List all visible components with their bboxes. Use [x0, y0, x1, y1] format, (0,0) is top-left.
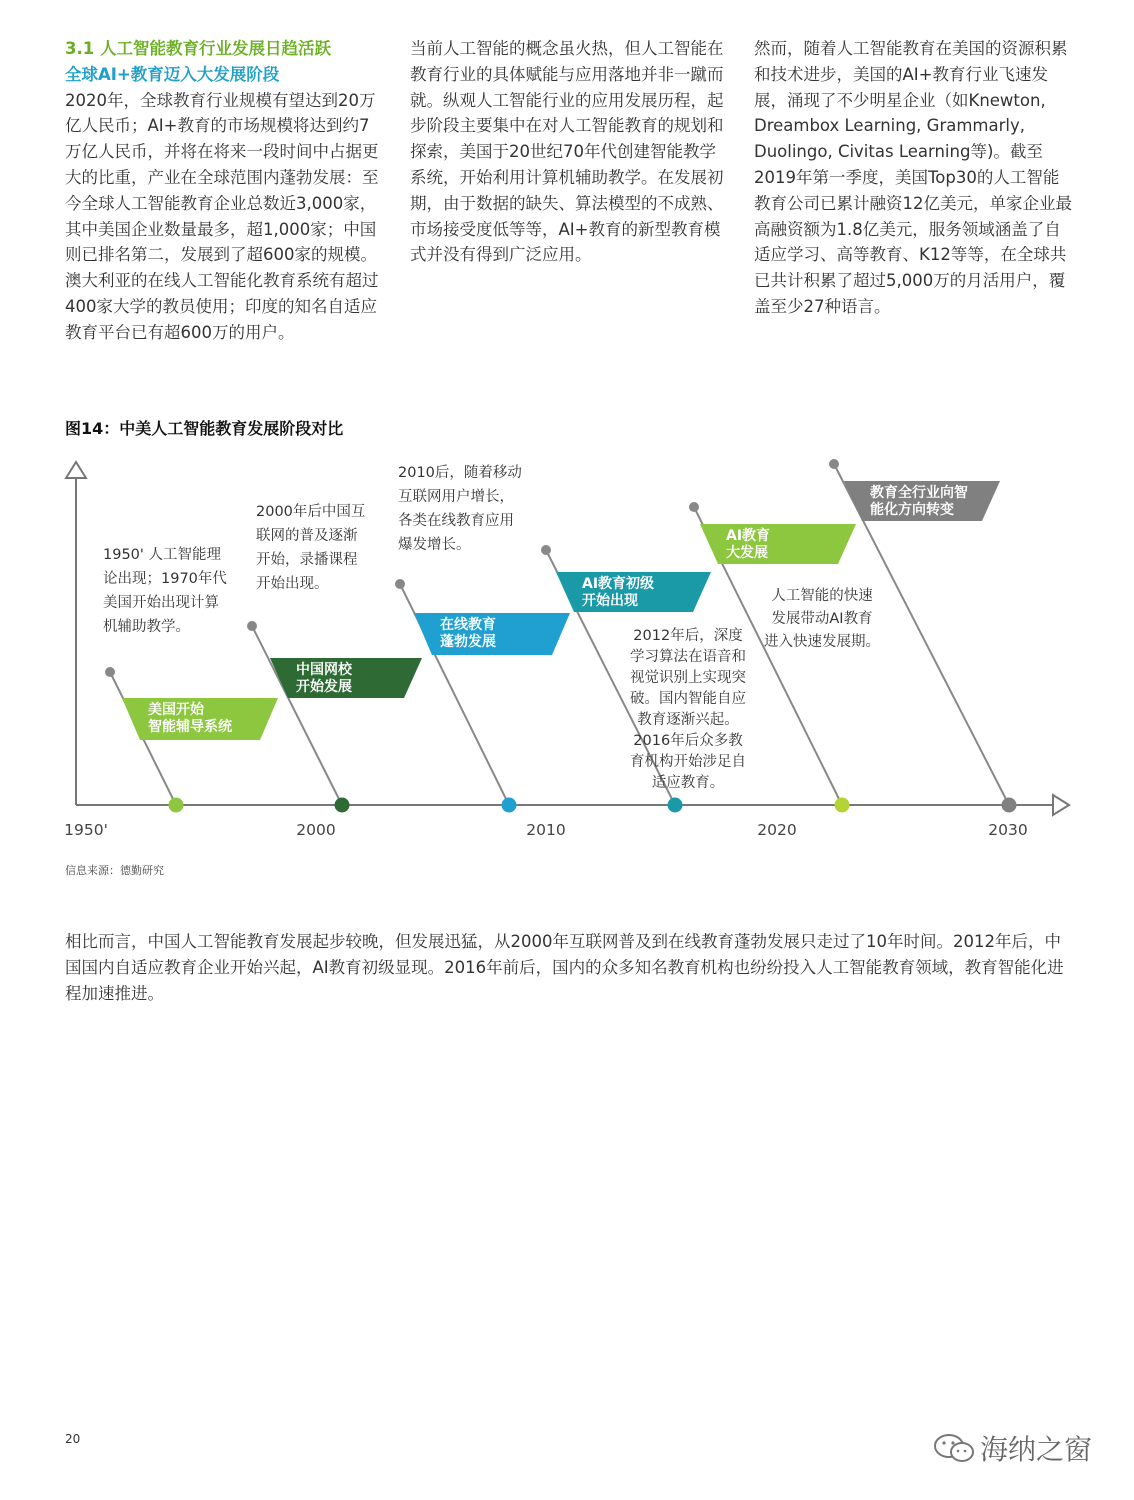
timeline-dot — [1002, 798, 1017, 813]
timeline-note-text: 学习算法在语音和 — [630, 649, 746, 665]
wechat-icon — [932, 1432, 976, 1464]
timeline-dot — [668, 798, 683, 813]
column-3-paragraph: 然而，随着人工智能教育在美国的资源积累和技术进步，美国的AI+教育行业飞速发展，涌现了不少明星企业（如Knewton, Dreambox Learning, Grammarly, Duolingo, Civitas Learning等)。截至2019年第一季度，美国Top30的人工智能教育公司已累计融资12亿美元，单家企业最高融资额为1.8亿美元，服务领域涵盖了自适应学习、高等教育、K12等等，在全球共已共计积累了超过5,000万的月活用户，覆盖至少27种语言。 — [754, 39, 1072, 316]
text-column-1 — [65, 36, 383, 346]
page-number: 20 — [65, 1432, 81, 1446]
timeline-note-text: 开始，录播课程 — [256, 552, 358, 568]
timeline-dot — [169, 798, 184, 813]
section-subheading: 全球AI+教育迈入大发展阶段 — [65, 64, 280, 84]
text-column-3 — [754, 36, 1072, 320]
column-2-paragraph: 当前人工智能的概念虽火热，但人工智能在教育行业的具体赋能与应用落地并非一蹴而就。纵观人工智能行业的应用发展历程，起步阶段主要集中在对人工智能教育的规划和探索，美国于20世纪70年代创建智能教学系统，开始利用计算机辅助教学。在发展初期，由于数据的缺失、算法模型的不成熟、市场接受度低等等，AI+教育的新型教育模式并没有得到广泛应用。 — [410, 39, 724, 265]
timeline-note-text: 发展带动AI教育 — [771, 611, 873, 627]
section-heading: 3.1 人工智能教育行业发展日趋活跃 — [65, 39, 331, 58]
stage-banner-label: AI教育初级 — [582, 576, 655, 592]
watermark-text: 海纳之窗 — [980, 1433, 1093, 1466]
right-arrow-icon — [1053, 795, 1069, 815]
timeline-note-text: 机辅助教学。 — [103, 619, 190, 635]
timeline-dot — [835, 798, 850, 813]
timeline-note-text: 美国开始出现计算 — [103, 595, 219, 611]
timeline-note-text: 育机构开始涉足自 — [630, 754, 746, 770]
summary-paragraph: 相比而言，中国人工智能教育发展起步较晚，但发展迅猛，从2000年互联网普及到在线教育蓬勃发展只走过了10年时间。2012年后，中国国内自适应教育企业开始兴起，AI教育初级显现。2016年前后，国内的众多知名教育机构也纷纷投入人工智能教育领域，教育智能化进程加速推进。 — [65, 932, 1064, 1003]
axis-tick-label: 1950' — [64, 821, 108, 839]
figure-source: 信息来源：德勤研究 — [65, 864, 164, 877]
leader-top-dot — [395, 579, 405, 589]
timeline-note-text: 2012年后，深度 — [633, 628, 743, 644]
timeline-note-text: 各类在线教育应用 — [398, 513, 514, 529]
stage-banner-label: AI教育 — [726, 528, 771, 544]
timeline-note-text: 论出现；1970年代 — [103, 571, 227, 587]
leader-top-dot — [541, 545, 551, 555]
stage-banner-label: 蓬勃发展 — [440, 634, 496, 650]
watermark — [932, 1428, 1092, 1468]
leader-top-dot — [247, 621, 257, 631]
leader-top-dot — [105, 667, 115, 677]
stage-banner-label: 教育全行业向智 — [870, 485, 968, 501]
timeline-note-text: 适应教育。 — [651, 775, 725, 791]
stage-banner — [700, 524, 856, 564]
timeline-dot — [502, 798, 517, 813]
stage-banner-label: 大发展 — [726, 545, 768, 561]
timeline-note-text: 联网的普及逐渐 — [256, 528, 358, 544]
timeline-note-text: 2000年后中国互 — [256, 504, 366, 520]
timeline-note-text: 教育逐渐兴起。 — [637, 712, 739, 728]
leader-top-dot — [829, 459, 839, 469]
timeline-dot — [335, 798, 350, 813]
timeline-note-text: 破。国内智能自应 — [630, 691, 746, 707]
stage-banner-label: 能化方向转变 — [870, 502, 954, 518]
stage-banner-label: 中国网校 — [296, 662, 352, 678]
timeline-note-text: 人工智能的快速 — [771, 588, 873, 604]
timeline-note-text: 互联网用户增长， — [398, 489, 514, 505]
text-column-2 — [410, 36, 728, 268]
stage-banner-label: 美国开始 — [148, 702, 204, 718]
column-1-paragraph: 2020年，全球教育行业规模有望达到20万亿人民币；AI+教育的市场规模将达到约7万亿人民币，并将在将来一段时间中占据更大的比重，产业在全球范围内蓬勃发展：至今全球人工智能教育企业总数近3,000家，其中美国企业数量最多，超1,000家；中国则已排名第二，发展到了超600家的规模。澳大利亚的在线人工智能化教育系统有超过400家大学的教员使用；印度的知名自适应教育平台已有超600万的用户。 — [65, 90, 379, 342]
axis-tick-label: 2030 — [988, 821, 1028, 839]
axis-tick-label: 2020 — [757, 821, 797, 839]
timeline-note-text: 视觉识别上实现突 — [630, 670, 746, 686]
figure-title: 图14：中美人工智能教育发展阶段对比 — [65, 419, 344, 438]
stage-banner-label: 在线教育 — [440, 617, 496, 633]
axis-tick-label: 2010 — [526, 821, 566, 839]
timeline-note-text: 进入快速发展期。 — [764, 634, 880, 650]
stage-banner-label: 智能辅导系统 — [148, 719, 232, 735]
up-arrow-icon — [66, 462, 86, 478]
axis-tick-label: 2000 — [296, 821, 336, 839]
leader-top-dot — [689, 502, 699, 512]
timeline-note-text: 开始出现。 — [256, 576, 329, 592]
stage-banner-label: 开始出现 — [582, 593, 638, 609]
timeline-diagram — [0, 450, 1134, 850]
stage-banner-label: 开始发展 — [296, 679, 352, 695]
timeline-note-text: 2010后，随着移动 — [398, 465, 522, 481]
timeline-note-text: 2016年后众多教 — [633, 733, 743, 749]
timeline-note-text: 1950' 人工智能理 — [103, 547, 221, 563]
timeline-note-text: 爆发增长。 — [398, 537, 471, 553]
